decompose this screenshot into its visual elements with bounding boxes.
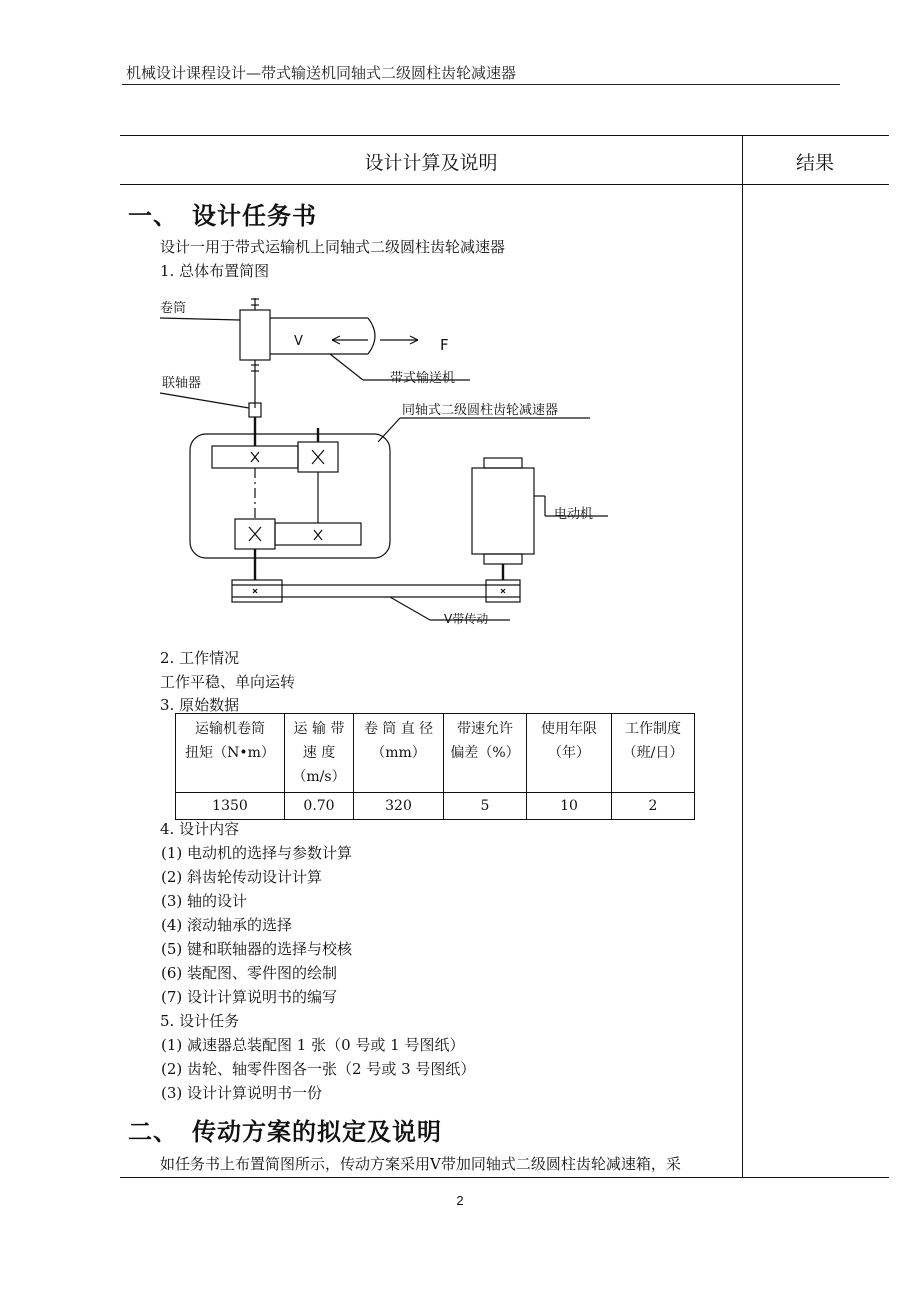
section-2-heading — [128, 1112, 442, 1147]
params-header-cell — [176, 714, 285, 793]
layout-diagram — [150, 290, 630, 635]
params-header-cell — [444, 714, 527, 793]
header-line: 卷 筒 直 径 — [363, 721, 434, 737]
drum-shape — [240, 310, 270, 360]
page-header-title: 机械设计课程设计—带式输送机同轴式二级圆柱齿轮减速器 — [126, 64, 517, 82]
section-1-title: 设计任务书 — [192, 201, 317, 230]
header-line: 使用年限 — [541, 721, 597, 737]
content-item: (7) 设计计算说明书的编写 — [161, 988, 338, 1006]
section-2-text: 如任务书上布置简图所示，传动方案采用V带加同轴式二级圆柱齿轮减速箱，采 — [160, 1155, 681, 1173]
params-value-row — [176, 793, 695, 820]
header-line: （m/s） — [292, 769, 346, 785]
params-value-cell: 5 — [444, 793, 527, 820]
header-line: 运输机卷筒 — [195, 721, 265, 737]
params-table — [175, 713, 695, 820]
item-5-label: 5. 设计任务 — [160, 1012, 240, 1030]
label-reducer: 同轴式二级圆柱齿轮减速器 — [402, 403, 559, 418]
item-2-label: 2. 工作情况 — [160, 649, 240, 667]
page-number: 2 — [456, 1193, 464, 1208]
task-item: (3) 设计计算说明书一份 — [161, 1084, 323, 1102]
params-value-cell: 10 — [527, 793, 612, 820]
item-3-label: 3. 原始数据 — [160, 696, 240, 714]
params-header-cell — [612, 714, 695, 793]
header-line: （班/日） — [622, 745, 684, 761]
content-item: (1) 电动机的选择与参数计算 — [161, 844, 353, 862]
task-item: (1) 减速器总装配图 1 张（0 号或 1 号图纸） — [161, 1036, 465, 1054]
table-bottom-border — [120, 1177, 889, 1178]
header-line: 工作制度 — [625, 721, 681, 737]
params-header-cell — [354, 714, 444, 793]
content-item: (2) 斜齿轮传动设计计算 — [161, 868, 323, 886]
label-v-belt: V带传动 — [444, 612, 489, 626]
content-item: (5) 键和联轴器的选择与校核 — [161, 940, 353, 958]
label-motor: 电动机 — [554, 507, 594, 522]
label-velocity: V — [294, 334, 303, 349]
label-force: F — [440, 336, 449, 354]
params-value-cell: 0.70 — [285, 793, 354, 820]
work-conditions: 工作平稳、单向运转 — [160, 673, 296, 691]
content-item: (4) 滚动轴承的选择 — [161, 916, 293, 934]
header-line: 运 输 带 — [293, 721, 345, 737]
table-head-border — [120, 184, 889, 185]
header-line: （mm） — [371, 745, 426, 761]
gear-4 — [275, 523, 361, 545]
item-1-label: 1. 总体布置简图 — [160, 262, 270, 280]
column-header-result: 结果 — [795, 152, 834, 174]
header-line: （年） — [548, 745, 590, 761]
label-coupling: 联轴器 — [162, 376, 202, 391]
header-line: 扭矩（N•m） — [185, 745, 275, 761]
task-item: (2) 齿轮、轴零件图各一张（2 号或 3 号图纸） — [161, 1060, 476, 1078]
header-line: 偏差（%） — [450, 745, 520, 761]
section-1-number: 一、 — [128, 201, 178, 230]
params-value-cell: 1350 — [176, 793, 285, 820]
table-top-border — [120, 135, 889, 136]
params-value-cell: 2 — [612, 793, 695, 820]
column-header-design: 设计计算及说明 — [364, 152, 498, 174]
label-drum: 卷筒 — [160, 301, 187, 316]
motor-shape — [472, 468, 534, 554]
pulley-left — [232, 580, 282, 602]
header-line: 带速允许 — [457, 721, 513, 737]
section-2-title: 传动方案的拟定及说明 — [192, 1117, 442, 1146]
section-2-number: 二、 — [128, 1117, 178, 1146]
reducer-housing — [190, 434, 390, 558]
section-1-heading — [128, 196, 317, 231]
content-item: (3) 轴的设计 — [161, 892, 248, 910]
label-belt-conveyor: 带式输送机 — [390, 371, 456, 386]
params-value-cell: 320 — [354, 793, 444, 820]
params-header-cell — [285, 714, 354, 793]
section-1-intro: 设计一用于带式运输机上同轴式二级圆柱齿轮减速器 — [160, 238, 506, 256]
header-rule — [122, 84, 840, 85]
header-line: 速 度 — [302, 745, 336, 761]
item-4-label: 4. 设计内容 — [160, 820, 240, 838]
content-item: (6) 装配图、零件图的绘制 — [161, 964, 338, 982]
params-header-row — [176, 714, 695, 793]
params-header-cell — [527, 714, 612, 793]
column-divider — [742, 135, 743, 1177]
